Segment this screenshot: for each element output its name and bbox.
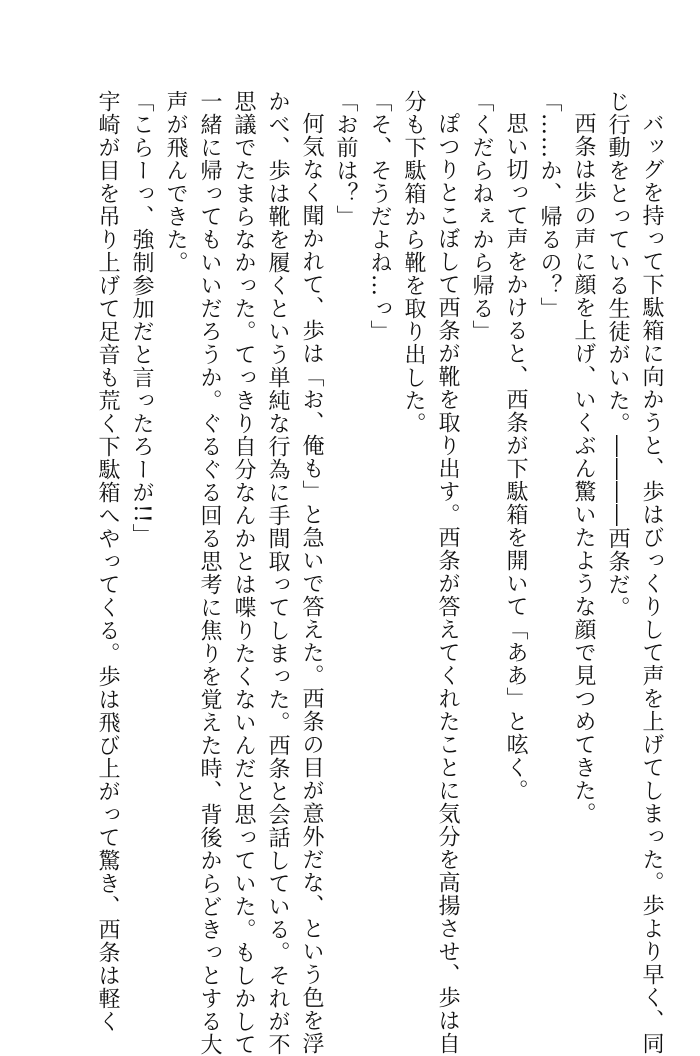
text-line: 思い切って声をかけると、西条が下駄箱を開いて「ああ」と呟く。 <box>503 112 528 802</box>
text-line: 思議でたまらなかった。てっきり自分なんかとは喋りたくないんだと思っていた。もしかして <box>231 90 256 1056</box>
text-line: バッグを持って下駄箱に向かうと、歩はびっくりして声を上げてしまった。歩より早く、同 <box>639 112 664 1055</box>
text-line: 宇崎が目を吊り上げて足音も荒く下駄箱へやってくる。歩は飛び上がって驚き、西条は軽く <box>95 90 120 1033</box>
text-line: かべ、歩は靴を履くという単純な行為に手間取ってしまった。西条と会話している。それが不 <box>265 90 290 1056</box>
text-line: 一緒に帰ってもいいだろうか。ぐるぐる回る思考に焦りを覚えた時、背後からどきっとする大 <box>197 90 222 1056</box>
text-line: 西条は歩の声に顔を上げ、いくぶん驚いたような顔で見つめてきた。 <box>571 112 596 825</box>
text-line: 「……か、帰るの？」 <box>537 90 562 320</box>
text-line: 「そ、そうだよね…っ」 <box>367 90 392 343</box>
text-line: 「お前は？」 <box>333 90 358 228</box>
vertical-text-body <box>48 90 668 1056</box>
text-line: 「くだらねぇから帰る」 <box>469 90 494 343</box>
text-line: 「こらーっ、強制参加だと言ったろーが!!」 <box>129 90 154 547</box>
text-line: 声が飛んできた。 <box>163 90 188 274</box>
text-line: 何気なく聞かれて、歩は「お、俺も」と急いで答えた。西条の目が意外だな、という色を浮 <box>299 112 324 1055</box>
text-line: 分も下駄箱から靴を取り出した。 <box>401 90 426 435</box>
text-line: じ行動をとっている生徒がいた。――――西条だ。 <box>605 90 630 619</box>
text-line: ぽつりとこぼして西条が靴を取り出す。西条が答えてくれたことに気分を高揚させ、歩は自 <box>435 112 460 1055</box>
